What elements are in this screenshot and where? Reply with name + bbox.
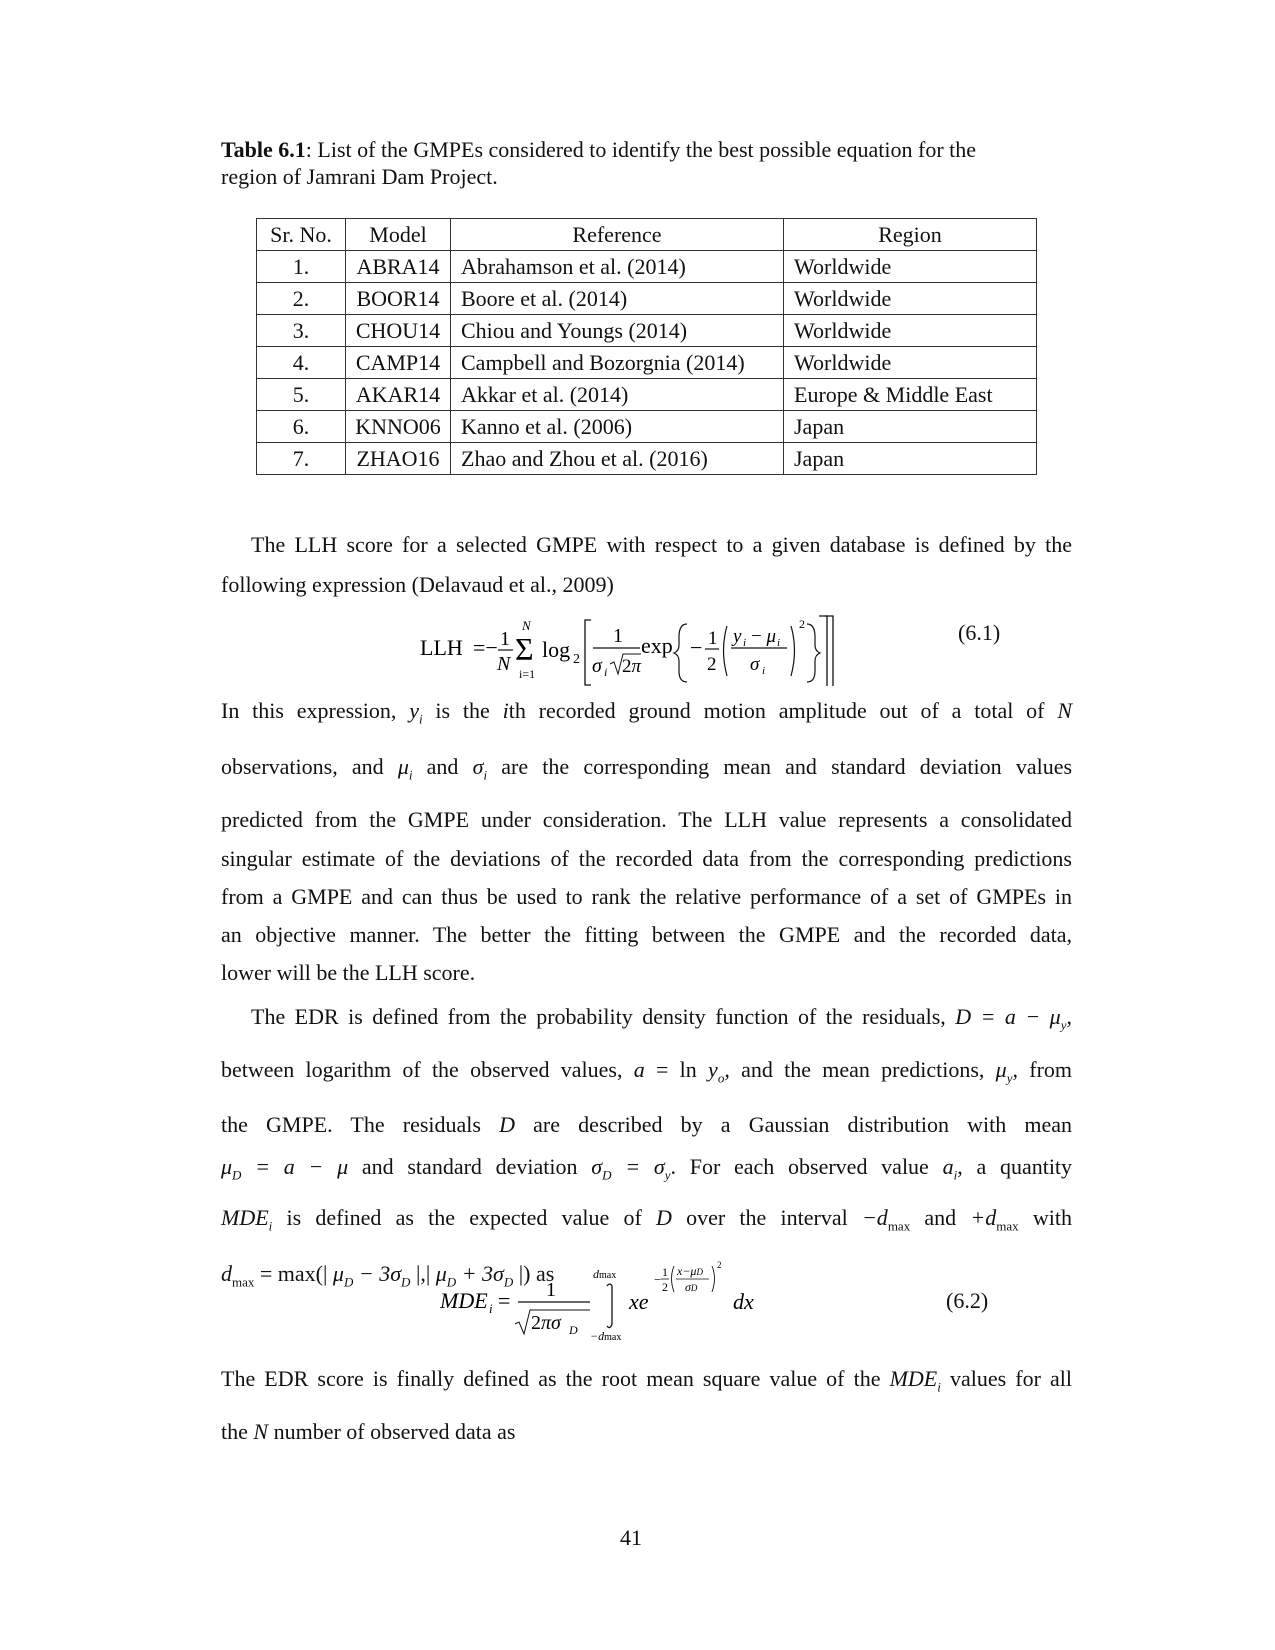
svg-text:Σ: Σ	[515, 631, 534, 667]
svg-text:1: 1	[613, 625, 623, 647]
math-plus-dmax: $+d_{max}$	[970, 1205, 1019, 1234]
cell-reference: Chiou and Youngs (2014)	[451, 315, 784, 347]
paragraph-line: In this expression, $y_i$ is the ith recorded ground motion amplitude out of a total of N	[221, 698, 1072, 727]
cell-sr-no: 6.	[257, 411, 346, 443]
cell-region: Worldwide	[784, 251, 1037, 283]
paragraph-line: The EDR is defined from the probability density function of the residuals, $D = a - \mu_y$,	[251, 1004, 1073, 1033]
equation-lhs: LLH	[420, 635, 463, 660]
math-N: N	[253, 1419, 269, 1445]
paragraph-line: $\mu_D = a - \mu$ and standard deviation $\sigma_D = \sigma_y$. For each observed value $a_i$, a quantity	[221, 1153, 1073, 1183]
table-row	[257, 283, 1037, 315]
cell-sr-no: 5.	[257, 379, 346, 411]
paragraph-llh-explanation	[221, 687, 1072, 992]
cell-sr-no: 4.	[257, 347, 346, 379]
svg-text:i: i	[777, 637, 781, 649]
svg-text:xe: xe	[629, 1289, 649, 1314]
table-row	[257, 379, 1037, 411]
equation-number-6-1: (6.1)	[958, 620, 1001, 645]
cell-region: Japan	[784, 443, 1037, 475]
gmpe-table	[256, 218, 1037, 475]
cell-model: CHOU14	[346, 315, 451, 347]
cell-model: BOOR14	[346, 283, 451, 315]
math-mu-y: $\mu_y$	[995, 1057, 1013, 1086]
paragraph-line: $d_{max} = \max(|$ $\mu_D - 3\sigma_D$ |,| $\mu_D + 3\sigma_D$ |) as	[221, 1260, 555, 1289]
svg-text:i: i	[489, 1301, 493, 1316]
cell-reference: Akkar et al. (2014)	[451, 379, 784, 411]
svg-text:2: 2	[573, 652, 580, 667]
table-row	[257, 411, 1037, 443]
math-sigma-D-def: $\sigma_D = \sigma_y$	[591, 1153, 671, 1183]
paragraph-line: following expression (Delavaud et al., 2009)	[221, 572, 614, 597]
paragraph-line: singular estimate of the deviations of the recorded data from the corresponding predictions	[221, 845, 1072, 871]
svg-text:σD: σD	[685, 1280, 698, 1294]
cell-model: AKAR14	[346, 379, 451, 411]
svg-text:− μ: − μ	[751, 626, 777, 647]
svg-text:1: 1	[708, 628, 718, 649]
cell-model: KNNO06	[346, 411, 451, 443]
paragraph-line: between logarithm of the observed values, $a = \ln y_o$, and the mean predictions, $\mu_y$, from	[221, 1057, 1073, 1086]
table-header-row	[257, 219, 1037, 251]
cell-sr-no: 1.	[257, 251, 346, 283]
cell-region: Europe & Middle East	[784, 379, 1037, 411]
svg-text:dmax: dmax	[593, 1267, 617, 1281]
cell-region: Worldwide	[784, 315, 1037, 347]
equation-mde	[440, 1258, 780, 1350]
paragraph-line: $MDE_i$ is defined as the expected value of D over the interval $-d_{max}$ and $+d_{max}$ with	[221, 1205, 1072, 1234]
svg-text:dx: dx	[733, 1289, 754, 1314]
svg-text:i: i	[604, 665, 608, 679]
cell-model: ZHAO16	[346, 443, 451, 475]
table-row	[257, 315, 1037, 347]
cell-reference: Campbell and Bozorgnia (2014)	[451, 347, 784, 379]
svg-text:y: y	[733, 626, 742, 647]
cell-region: Japan	[784, 411, 1037, 443]
math-N: N	[1057, 698, 1072, 723]
paragraph-line: the GMPE. The residuals D are described by a Gaussian distribution with mean	[221, 1111, 1072, 1137]
paragraph-line: The LLH score for a selected GMPE with respect to a given database is defined by the	[251, 532, 1072, 557]
svg-text:exp: exp	[641, 633, 673, 658]
page-number: 41	[620, 1525, 642, 1550]
svg-text:2πσ: 2πσ	[531, 1312, 561, 1334]
svg-text:N: N	[522, 618, 531, 633]
svg-text:=−: =−	[473, 635, 498, 660]
cell-sr-no: 2.	[257, 283, 346, 315]
paragraph-line: lower will be the LLH score.	[221, 959, 476, 985]
svg-text:D: D	[569, 1323, 578, 1337]
paragraph-line: an objective manner. The better the fitting between the GMPE and the recorded data,	[221, 921, 1072, 947]
paragraph-edr-score	[221, 1357, 1072, 1455]
svg-text:i: i	[743, 637, 747, 649]
paragraph-line: the N number of observed data as	[221, 1419, 516, 1445]
svg-text:2: 2	[717, 1260, 722, 1270]
header-reference: Reference	[451, 219, 784, 251]
paragraph-llh-intro	[221, 525, 1072, 605]
math-mu-D-def: $\mu_D = a - \mu$	[221, 1153, 349, 1183]
math-dmax-def: $d_{max}$	[221, 1260, 255, 1289]
paragraph-line: The EDR score is finally defined as the root mean square value of the $MDE_i$ values for all	[221, 1366, 1073, 1395]
svg-text:1: 1	[500, 628, 510, 650]
svg-text:=: =	[498, 1288, 511, 1313]
svg-text:−: −	[690, 635, 703, 660]
svg-text:MDE: MDE	[440, 1288, 488, 1313]
math-MDE-i: $MDE_i$	[889, 1366, 941, 1395]
cell-reference: Boore et al. (2014)	[451, 283, 784, 315]
cell-model: ABRA14	[346, 251, 451, 283]
table-row	[257, 251, 1037, 283]
svg-text:1: 1	[546, 1279, 556, 1301]
table-caption-label: Table 6.1	[221, 137, 306, 162]
svg-text:log: log	[542, 637, 571, 662]
table-caption-text-2: region of Jamrani Dam Project.	[221, 164, 498, 189]
svg-text:2: 2	[662, 1280, 668, 1294]
cell-reference: Abrahamson et al. (2014)	[451, 251, 784, 283]
math-a-i: $a_i$	[942, 1153, 958, 1183]
math-y-i: $y_i$	[409, 698, 423, 727]
math-sigma-i: $\sigma_i$	[472, 754, 488, 783]
paragraph-line: predicted from the GMPE under consideration. The LLH value represents a consolidated	[221, 806, 1072, 832]
cell-sr-no: 3.	[257, 315, 346, 347]
header-model: Model	[346, 219, 451, 251]
table-row	[257, 443, 1037, 475]
svg-text:2π: 2π	[622, 656, 642, 677]
cell-reference: Kanno et al. (2006)	[451, 411, 784, 443]
math-residual-def: $D = a - \mu_y$	[955, 1004, 1067, 1033]
header-sr-no: Sr. No.	[257, 219, 346, 251]
svg-text:2: 2	[707, 654, 717, 675]
paragraph-line: observations, and $\mu_i$ and $\sigma_i$ are the corresponding mean and standard deviation values	[221, 754, 1073, 783]
svg-text:σ: σ	[592, 655, 602, 677]
math-MDE-i: $MDE_i$	[221, 1205, 273, 1234]
cell-region: Worldwide	[784, 283, 1037, 315]
table-row	[257, 347, 1037, 379]
svg-text:N: N	[497, 653, 511, 675]
cell-sr-no: 7.	[257, 443, 346, 475]
table-caption-text-1: : List of the GMPEs considered to identify the best possible equation for the	[305, 137, 977, 162]
equation-llh	[415, 610, 855, 686]
svg-text:−dmax: −dmax	[590, 1329, 622, 1343]
header-region: Region	[784, 219, 1037, 251]
svg-text:i: i	[762, 665, 766, 677]
svg-text:−: −	[654, 1272, 662, 1287]
svg-text:2: 2	[799, 617, 805, 631]
cell-region: Worldwide	[784, 347, 1037, 379]
table-caption	[221, 136, 1072, 190]
svg-text:x−μD: x−μD	[677, 1264, 703, 1278]
svg-text:σ: σ	[750, 654, 760, 675]
paragraph-line: from a GMPE and can thus be used to rank the relative performance of a set of GMPEs in	[221, 883, 1072, 909]
cell-reference: Zhao and Zhou et al. (2016)	[451, 443, 784, 475]
math-D: D	[499, 1111, 516, 1137]
equation-number-6-2: (6.2)	[946, 1288, 989, 1313]
cell-model: CAMP14	[346, 347, 451, 379]
math-minus-dmax: $-d_{max}$	[861, 1205, 911, 1234]
svg-text:i=1: i=1	[519, 667, 536, 681]
math-mu-i: $\mu_i$	[397, 754, 413, 783]
math-i: i	[502, 698, 509, 723]
svg-text:1: 1	[662, 1265, 668, 1279]
math-a-def: a	[633, 1057, 645, 1083]
